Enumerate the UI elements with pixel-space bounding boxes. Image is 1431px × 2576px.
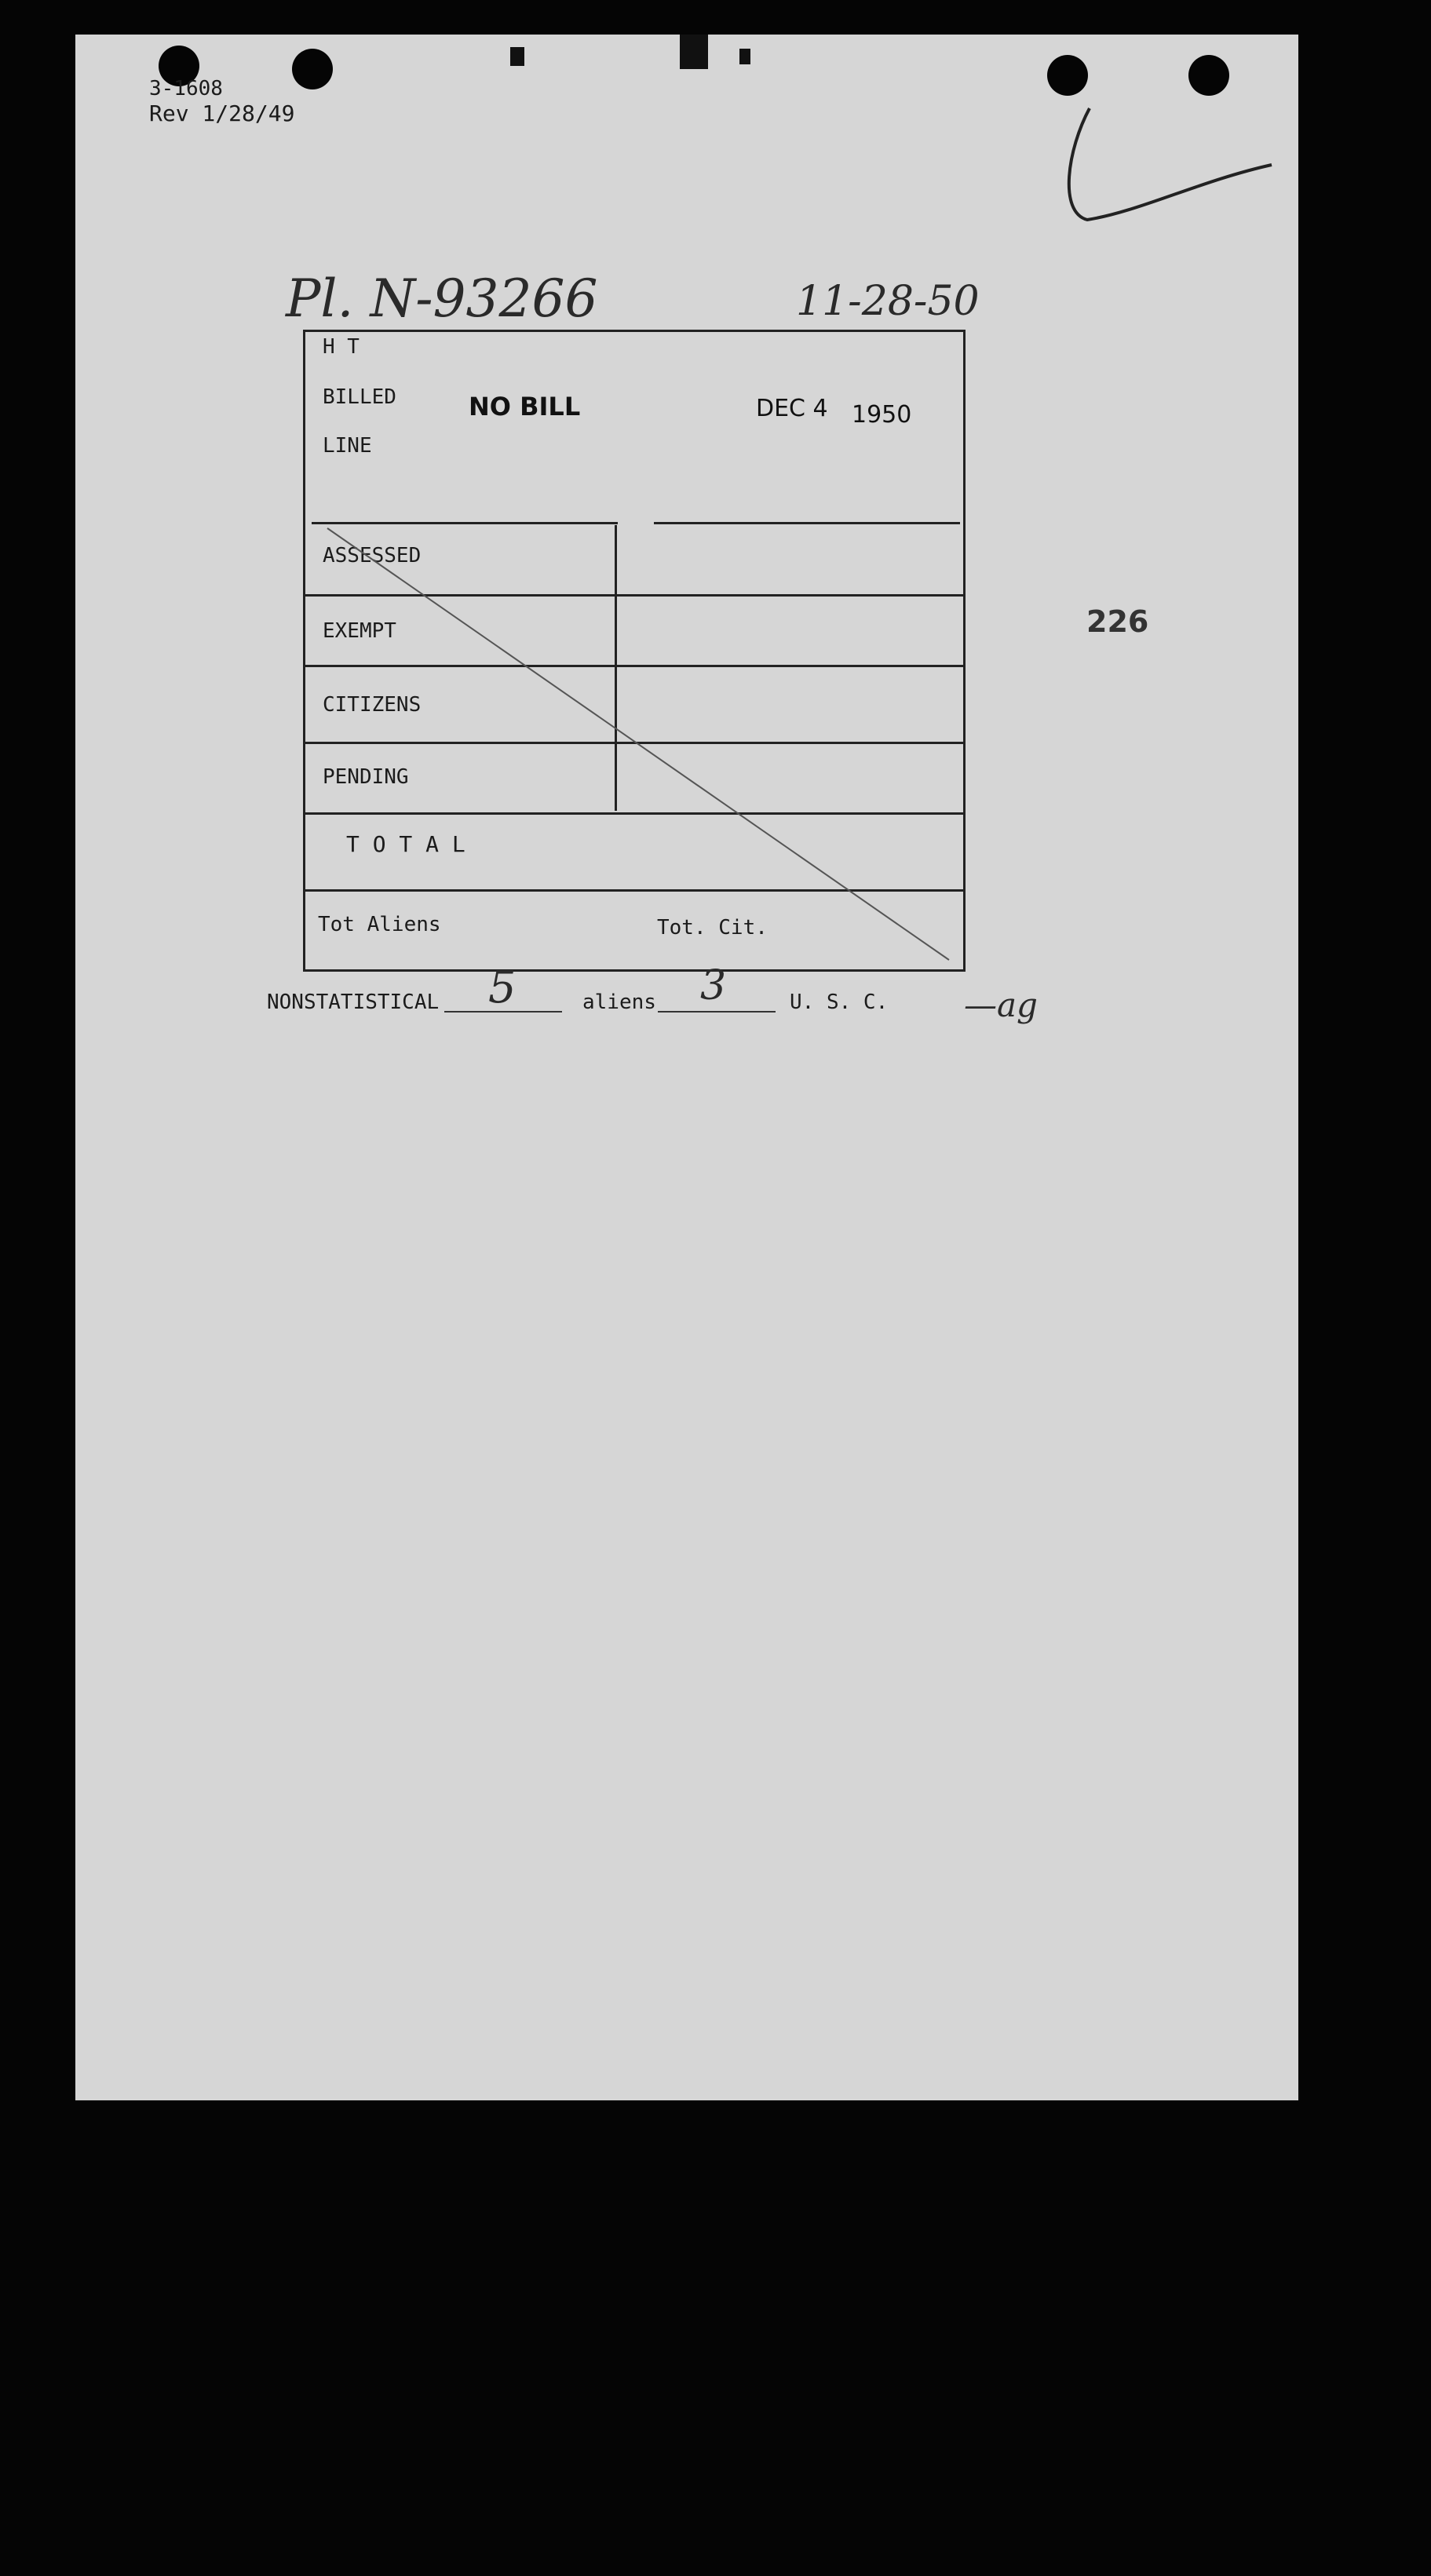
ht-label: H T xyxy=(323,335,360,359)
usc-label: U. S. C. xyxy=(790,991,889,1014)
form-revision: Rev 1/28/49 xyxy=(149,100,295,126)
billed-label: BILLED xyxy=(323,385,396,409)
tot-cit-label: Tot. Cit. xyxy=(657,916,768,940)
row-label-assessed: ASSESSED xyxy=(323,544,422,567)
punch-hole xyxy=(1047,55,1088,96)
tot-aliens-label: Tot Aliens xyxy=(318,913,441,936)
blank-line xyxy=(658,1011,776,1013)
date-stamp-month-day: DEC 4 xyxy=(756,395,828,422)
clerk-initials: —ag xyxy=(964,986,1038,1024)
clip-mark xyxy=(680,35,708,69)
pencil-mark xyxy=(1052,102,1287,235)
no-bill-stamp: NO BILL xyxy=(469,392,581,421)
aliens-label: aliens xyxy=(582,991,656,1014)
row-label-pending: PENDING xyxy=(323,765,409,789)
page-number-stamp: 226 xyxy=(1086,604,1149,639)
line-label: LINE xyxy=(323,434,372,458)
record-number: Pl. N-93266 xyxy=(286,268,598,329)
row-label-citizens: CITIZENS xyxy=(323,693,422,717)
pencil-strike-line xyxy=(305,332,963,969)
form-number: 3-1608 xyxy=(149,77,223,100)
clip-mark xyxy=(739,49,750,64)
punch-hole xyxy=(292,49,333,89)
form-table xyxy=(303,330,966,972)
row-label-exempt: EXEMPT xyxy=(323,619,396,643)
nonstatistical-label: NONSTATISTICAL xyxy=(267,991,440,1014)
clip-mark xyxy=(510,47,524,66)
handwritten-date: 11-28-50 xyxy=(796,278,980,325)
total-label: T O T A L xyxy=(346,831,465,857)
punch-hole xyxy=(1188,55,1229,96)
date-stamp-year: 1950 xyxy=(852,401,912,429)
aliens-count: 5 xyxy=(488,962,517,1013)
usc-count: 3 xyxy=(700,962,727,1009)
